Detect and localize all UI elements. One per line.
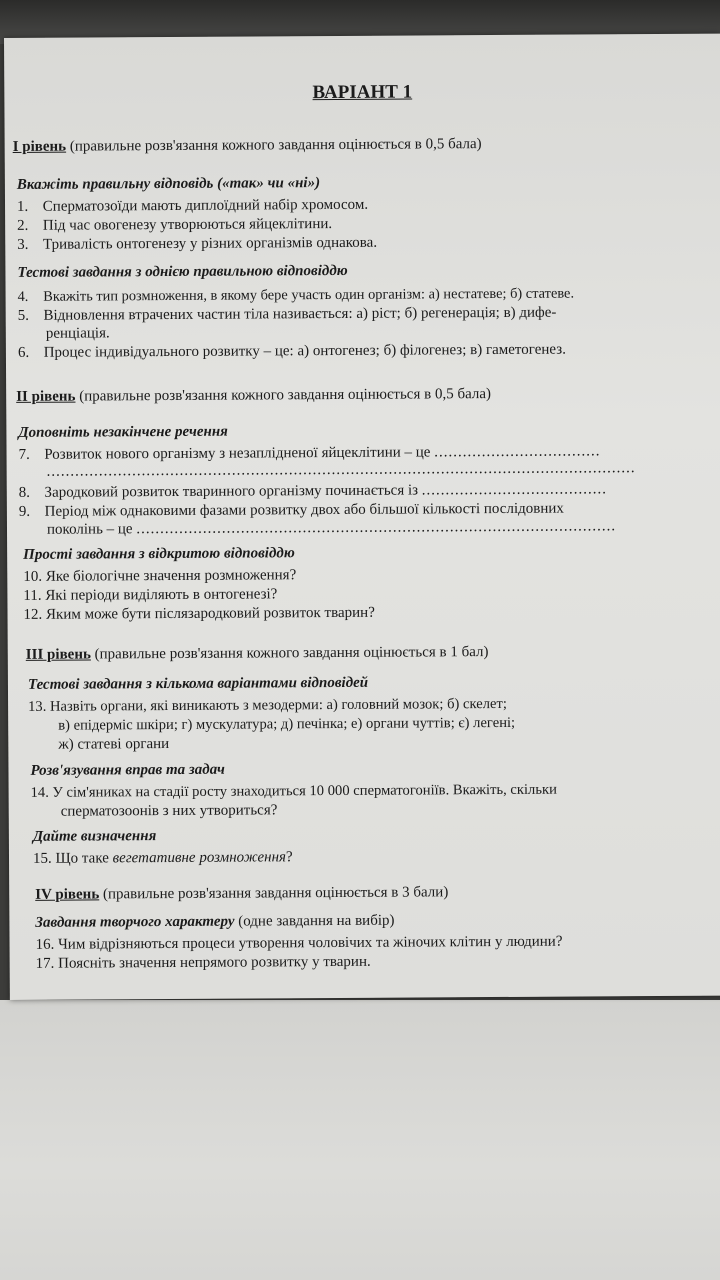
- level2-note: (правильне розв'язання кожного завдання оцінюється в 0,5 бала): [79, 386, 492, 405]
- level4-heading: [35, 883, 448, 904]
- level1-section-b: Тестові завдання з однією правильною відповіддю: [17, 262, 348, 281]
- level1-heading: [13, 135, 482, 156]
- level3-section-a: Тестові завдання з кількома варіантами відповідей: [27, 674, 369, 693]
- list-item-continuation: ж) статеві органи: [58, 736, 170, 753]
- list-item: 9. Період між однаковими фазами розвитку двох або більшої кількості послідовних: [18, 500, 564, 520]
- level2-label: ІІ рівень: [16, 388, 76, 405]
- list-item-continuation: в) епідерміс шкіри; г) мускулатура; д) печінка; е) органи чуттів; є) легені;: [58, 714, 516, 734]
- list-item: 16. Чим відрізняються процеси утворення чоловічих та жіночих клітин у людини?: [35, 933, 563, 953]
- list-item-continuation: поколінь – це .....................................................................................................: [46, 518, 617, 538]
- list-item: 14. У сім'яниках на стадії росту знаходиться 10 000 сперматогоніїв. Вкажіть, скільки: [30, 781, 557, 801]
- list-item: 3. Тривалість онтогенезу у різних організмів однакова.: [17, 234, 378, 253]
- list-item: 12. Яким може бути післязародковий розвиток тварин?: [23, 604, 375, 623]
- level3-note: (правильне розв'язання кожного завдання оцінюється в 1 бал): [94, 644, 489, 663]
- list-item: 13. Назвіть органи, які виникають з мезодерми: а) головний мозок; б) скелет;: [28, 695, 507, 715]
- list-item: 4. Вкажіть тип розмноження, в якому бере участь один організм: а) нестатеве; б) статеве.: [17, 285, 575, 305]
- list-item: 5. Відновлення втрачених частин тіла називається: а) ріст; б) регенерація; в) дифе-: [17, 304, 557, 324]
- level1-section-a: Вкажіть правильну відповідь («так» чи «ні»): [16, 175, 321, 193]
- answer-blank: ............................................................................................................................: [46, 460, 636, 480]
- level3-label: ІІІ рівень: [25, 646, 91, 663]
- defined-term: вегетативне розмноження: [112, 849, 287, 867]
- level1-label: І рівень: [12, 138, 67, 155]
- list-item: 7. Розвиток нового організму з незаплідненої яйцеклітини – це ...................................: [18, 443, 601, 463]
- list-item: 2. Під час овогенезу утворюються яйцеклітини.: [17, 215, 333, 234]
- level2-heading: [16, 385, 491, 406]
- list-item: 6. Процес індивідуального розвитку – це: а) онтогенез; б) філогенез; в) гаметогенез.: [17, 341, 566, 361]
- list-item: 11. Які періоди виділяють в онтогенезі?: [23, 586, 278, 604]
- level1-note: (правильне розв'язання кожного завдання оцінюється в 0,5 бала): [69, 136, 482, 155]
- list-item: 1. Сперматозоїди мають диплоїдний набір хромосом.: [16, 196, 369, 215]
- list-item: 8. Зародковий розвиток тваринного організму починається із .......................................: [18, 481, 608, 501]
- level2-section-b: Прості завдання з відкритою відповіддю: [23, 545, 295, 563]
- level3-section-b: Розв'язування вправ та задач: [30, 761, 225, 779]
- level4-section-a: Завдання творчого характеру (одне завдання на вибір): [35, 912, 395, 931]
- list-item-continuation: сперматозоонів з них утвориться?: [60, 802, 278, 820]
- test-sheet: [4, 34, 720, 1000]
- level2-section-a: Доповніть незакінчене речення: [18, 423, 228, 441]
- level4-note: (правильне розв'язання завдання оцінюється в 3 бали): [102, 884, 449, 903]
- list-item-continuation: ренціація.: [45, 325, 110, 342]
- list-item: 10. Яке біологічне значення розмноження?: [23, 567, 297, 585]
- level3-heading: [26, 643, 489, 664]
- paper-lower-area: [0, 1000, 720, 1280]
- level3-section-c: Дайте визначення: [32, 828, 157, 845]
- list-item: 15. Що таке вегетативне розмноження?: [32, 849, 293, 867]
- list-item: 17. Поясніть значення непрямого розвитку у тварин.: [35, 953, 371, 972]
- level4-label: IV рівень: [35, 886, 100, 903]
- page-title: ВАРІАНТ 1: [312, 81, 413, 104]
